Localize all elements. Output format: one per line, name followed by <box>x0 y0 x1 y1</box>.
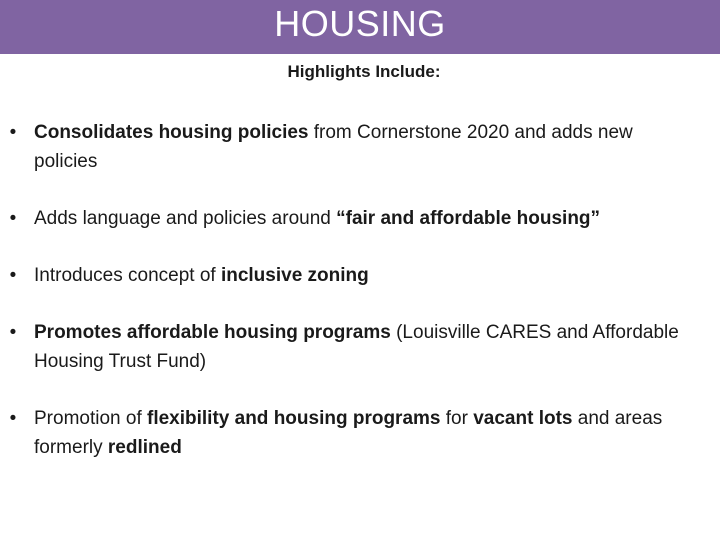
bullet-segment: redlined <box>107 437 182 458</box>
bullet-dot-icon: • <box>9 322 17 343</box>
bullet-segment: vacant lots <box>473 408 573 429</box>
bullet-text <box>34 404 684 462</box>
bullet-text <box>34 118 684 176</box>
bullet-segment: Consolidates housing policies <box>34 122 309 143</box>
bullet-segment: inclusive zoning <box>220 265 369 286</box>
bullet-dot-icon: • <box>9 408 17 429</box>
bullet-text <box>34 318 684 376</box>
bullet-dot-icon: • <box>9 208 17 229</box>
bullet-segment: from Cornerstone 2020 and adds new policies <box>34 122 633 172</box>
subtitle: Highlights Include: <box>287 62 441 81</box>
bullet-segment: flexibility and housing programs <box>147 408 441 429</box>
bullet-segment: Promotes affordable housing programs <box>34 322 391 343</box>
bullet-segment: “fair and affordable housing” <box>336 208 601 229</box>
bullet-dot-icon: • <box>9 122 17 143</box>
bullet-segment: (Louisville CARES and Affordable Housing Trust Fund) <box>34 322 679 372</box>
bullet-text <box>34 204 684 233</box>
bullet-segment: Introduces concept of <box>34 265 221 286</box>
bullet-segment: Promotion of <box>34 408 147 429</box>
bullet-segment: for <box>440 408 474 429</box>
bullet-segment: Adds language and policies around <box>34 208 337 229</box>
page-title: HOUSING <box>274 3 446 44</box>
bullet-text <box>34 261 684 290</box>
bullet-segment: and areas formerly <box>34 408 663 458</box>
title-bar <box>0 0 720 54</box>
bullet-dot-icon: • <box>9 265 17 286</box>
